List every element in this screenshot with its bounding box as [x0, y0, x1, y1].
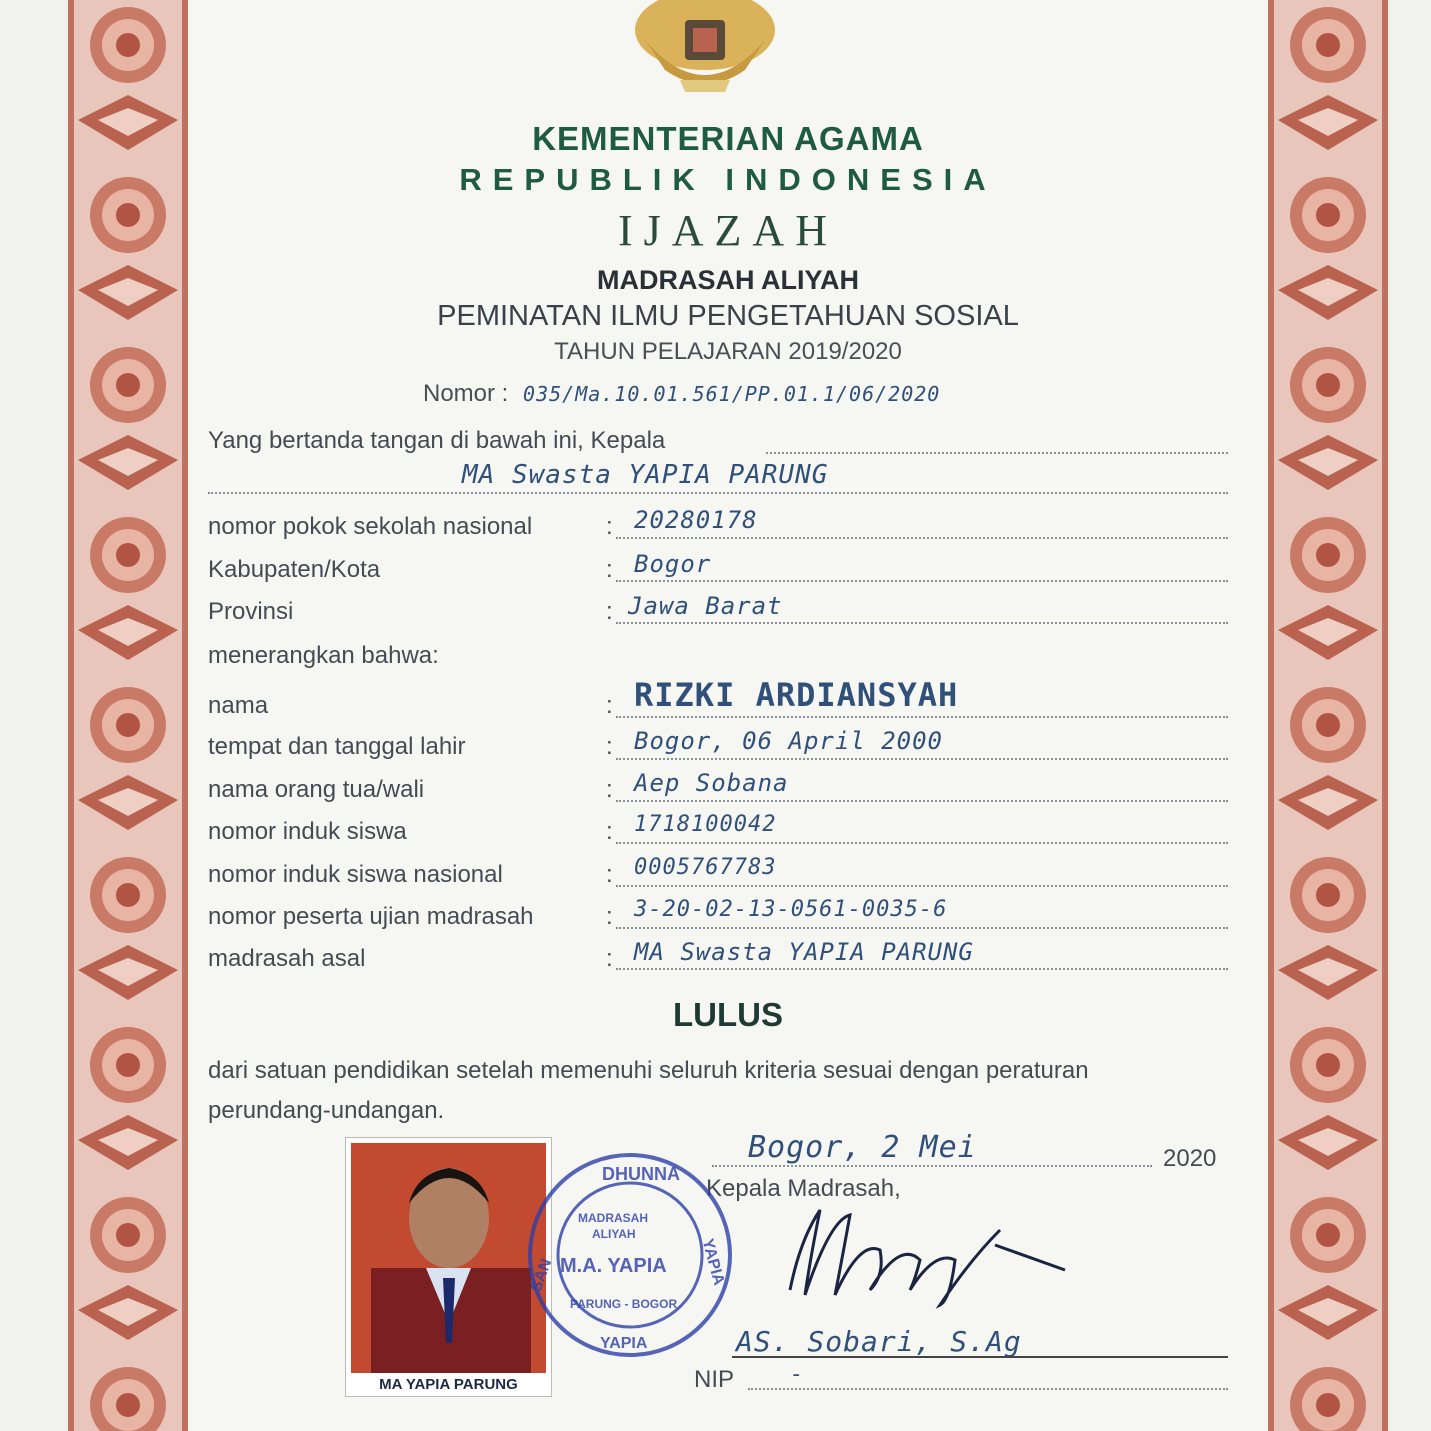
province-value: Jawa Barat — [628, 592, 783, 620]
province-label: Provinsi — [208, 598, 294, 625]
exam-number-value: 3-20-02-13-0561-0035-6 — [634, 897, 948, 922]
ministry-heading: KEMENTERIAN AGAMA — [532, 120, 924, 157]
colon: : — [606, 556, 613, 583]
colon: : — [606, 692, 613, 719]
document-type-title: IJAZAH — [618, 206, 838, 255]
dotted-line — [616, 968, 1228, 970]
origin-school-value: MA Swasta YAPIA PARUNG — [634, 938, 974, 966]
origin-school-label: madrasah asal — [208, 945, 366, 972]
colon: : — [606, 861, 613, 888]
parent-label: nama orang tua/wali — [208, 776, 425, 803]
npsn-label: nomor pokok sekolah nasional — [208, 513, 533, 540]
school-stamp-icon — [520, 1140, 740, 1370]
academic-year: TAHUN PELAJARAN 2019/2020 — [554, 338, 902, 365]
stamp-bottom-text: YAPIA — [600, 1335, 648, 1352]
stamp-right-text: YAPIA — [698, 1236, 728, 1288]
school-level: MADRASAH ALIYAH — [596, 265, 859, 295]
district-label: Kabupaten/Kota — [208, 556, 381, 583]
garuda-emblem-icon — [625, 0, 785, 98]
nis-value: 1718100042 — [634, 812, 777, 837]
declares-label: menerangkan bahwa: — [208, 642, 439, 669]
student-name-value: RIZKI ARDIANSYAH — [634, 676, 959, 714]
dotted-line — [616, 580, 1228, 582]
photo-caption: MA YAPIA PARUNG — [379, 1376, 518, 1393]
birth-label: tempat dan tanggal lahir — [208, 733, 466, 760]
colon: : — [606, 598, 613, 625]
colon: : — [606, 513, 613, 540]
stamp-top-text: DHUNNA — [602, 1164, 680, 1184]
dotted-line — [712, 1165, 1152, 1167]
colon: : — [606, 818, 613, 845]
dotted-line — [616, 885, 1228, 887]
dotted-line — [766, 452, 1228, 454]
nip-value: - — [790, 1362, 805, 1387]
signing-year: 2020 — [1163, 1145, 1217, 1172]
dotted-line — [616, 622, 1228, 624]
nip-label: NIP — [694, 1366, 735, 1393]
left-ornamental-border — [68, 0, 188, 1431]
dotted-line — [208, 492, 1228, 494]
certificate-number-label: Nomor : — [423, 380, 509, 407]
study-program: PEMINATAN ILMU PENGETAHUAN SOSIAL — [437, 300, 1019, 332]
nisn-value: 0005767783 — [634, 855, 777, 880]
school-name-value: MA Swasta YAPIA PARUNG — [462, 460, 829, 490]
certificate-number — [423, 380, 940, 408]
student-name-label: nama — [208, 692, 269, 719]
statement-line-1: dari satuan pendidikan setelah memenuhi seluruh kriteria sesuai dengan peraturan — [208, 1057, 1089, 1084]
nis-label: nomor induk siswa — [208, 818, 407, 845]
colon: : — [606, 776, 613, 803]
dotted-line — [616, 716, 1228, 718]
signing-place-date: Bogor, 2 Mei — [748, 1130, 977, 1165]
npsn-value: 20280178 — [634, 506, 758, 534]
stamp-center-3: M.A. YAPIA — [560, 1255, 667, 1277]
signature-mark — [770, 1200, 1070, 1310]
statement-line-2: perundang-undangan. — [208, 1097, 445, 1124]
stamp-center-2: ALIYAH — [592, 1227, 636, 1241]
district-value: Bogor — [634, 550, 712, 578]
colon: : — [606, 945, 613, 972]
colon: : — [606, 903, 613, 930]
dotted-line — [616, 800, 1228, 802]
parent-value: Aep Sobana — [634, 769, 789, 797]
right-ornamental-border — [1268, 0, 1388, 1431]
country-heading: REPUBLIK INDONESIA — [459, 162, 997, 197]
stamp-center-1: MADRASAH — [578, 1211, 648, 1225]
birth-value: Bogor, 06 April 2000 — [634, 727, 943, 755]
signer-name: AS. Sobari, S.Ag — [736, 1325, 1022, 1358]
certificate-number-value: 035/Ma.10.01.561/PP.01.1/06/2020 — [523, 382, 941, 406]
signer-title: Kepala Madrasah, — [706, 1175, 901, 1202]
dotted-line — [748, 1388, 1228, 1390]
dotted-line — [616, 927, 1228, 929]
nisn-label: nomor induk siswa nasional — [208, 861, 503, 888]
intro-label: Yang bertanda tangan di bawah ini, Kepala — [208, 427, 666, 454]
stamp-center-4: PARUNG - BOGOR — [570, 1297, 678, 1311]
dotted-line — [616, 842, 1228, 844]
colon: : — [606, 733, 613, 760]
exam-number-label: nomor peserta ujian madrasah — [208, 903, 534, 930]
stamp-left-text: SAN — [527, 1256, 556, 1295]
result-heading: LULUS — [673, 996, 783, 1033]
signature-underline — [732, 1356, 1228, 1358]
dotted-line — [616, 758, 1228, 760]
dotted-line — [616, 537, 1228, 539]
